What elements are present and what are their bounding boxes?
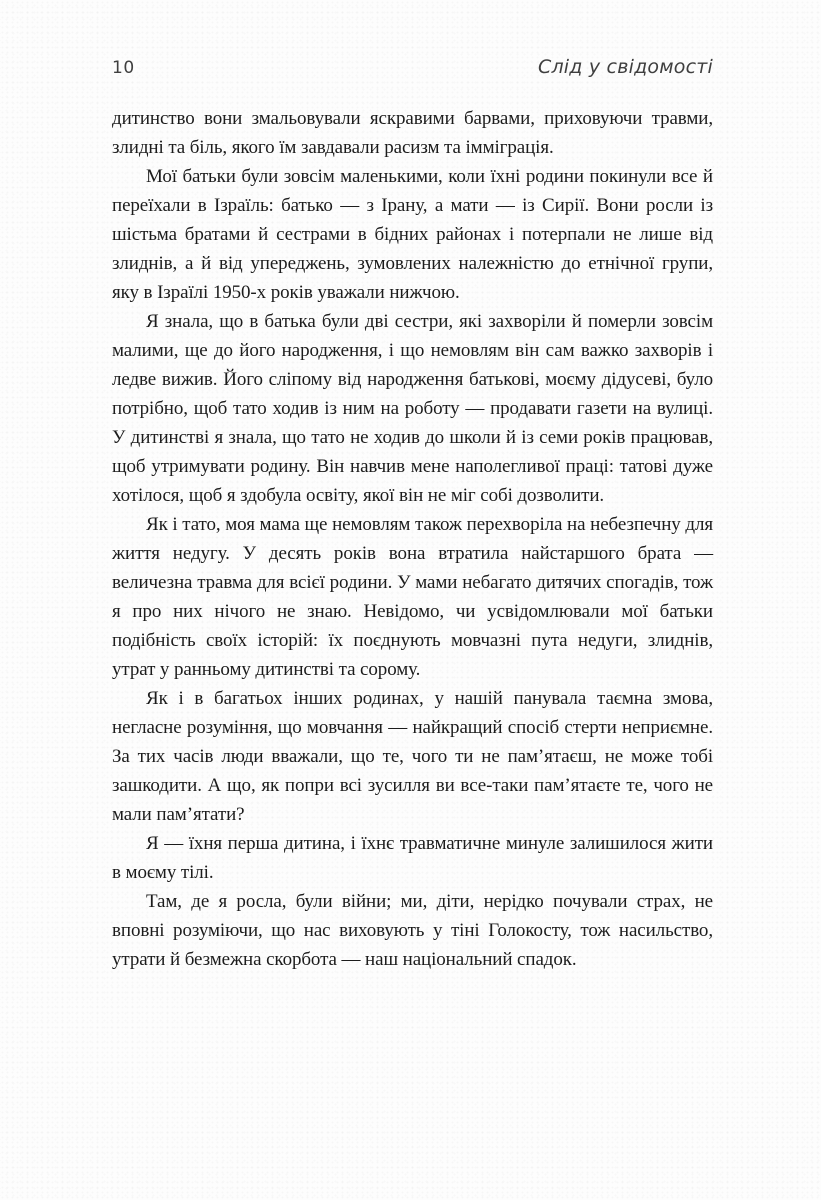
- paragraph: Мої батьки були зовсім маленькими, коли їхні родини покинули все й переїхали в Ізраїль: батько — з Ірану, а мати — із Сирії. Вони росли із шістьма братами й сестрами в бідних районах і потерпали не лише від злиднів, а й від упереджень, зумовлених належністю до етнічної групи, яку в Ізраїлі 1950-х років уважали нижчою.: [112, 166, 713, 303]
- page-header: [112, 56, 713, 78]
- paragraph: Там, де я росла, були війни; ми, діти, нерідко почували страх, не вповні розуміючи, що нас виховують у тіні Голокосту, тож насильство, утрати й безмежна скорбота — наш національний спадок.: [112, 891, 713, 970]
- paragraph: дитинство вони змальовували яскравими барвами, приховуючи травми, злидні та біль, якого їм завдавали расизм та імміграція.: [112, 108, 713, 158]
- text-block: [112, 104, 713, 974]
- running-title: Слід у свідомості: [538, 56, 713, 78]
- paragraph: Я знала, що в батька були дві сестри, які захворіли й померли зовсім малими, ще до його народження, і що немовлям він сам важко захворів і ледве вижив. Його сліпому від народження батькові, моєму дідусеві, було потрібно, щоб тато ходив із ним на роботу — продавати газети на вулиці. У дитинстві я знала, що тато не ходив до школи й із семи років працював, щоб утримувати родину. Він навчив мене наполегливої праці: татові дуже хотілося, щоб я здобула освіту, якої він не міг собі дозволити.: [112, 311, 713, 506]
- paragraph: Я — їхня перша дитина, і їхнє травматичне минуле залишилося жити в моєму тілі.: [112, 833, 713, 883]
- paragraph: Як і в багатьох інших родинах, у нашій панувала таємна змова, негласне розуміння, що мовчання — найкращий спосіб стерти неприємне. За тих часів люди вважали, що те, чого ти не пам’ятаєш, не може тобі зашкодити. А що, як попри всі зусилля ви все-таки пам’ятаєте те, чого не мали пам’ятати?: [112, 688, 713, 825]
- paragraph: Як і тато, моя мама ще немовлям також перехворіла на небезпечну для життя недугу. У десять років вона втратила найстаршого брата — величезна травма для всієї родини. У мами небагато дитячих спогадів, тож я про них нічого не знаю. Невідомо, чи усвідомлювали мої батьки подібність своїх історій: їх поєднують мовчазні пута недуги, злиднів, утрат у ранньому дитинстві та сорому.: [112, 514, 713, 680]
- page-number: 10: [112, 58, 135, 78]
